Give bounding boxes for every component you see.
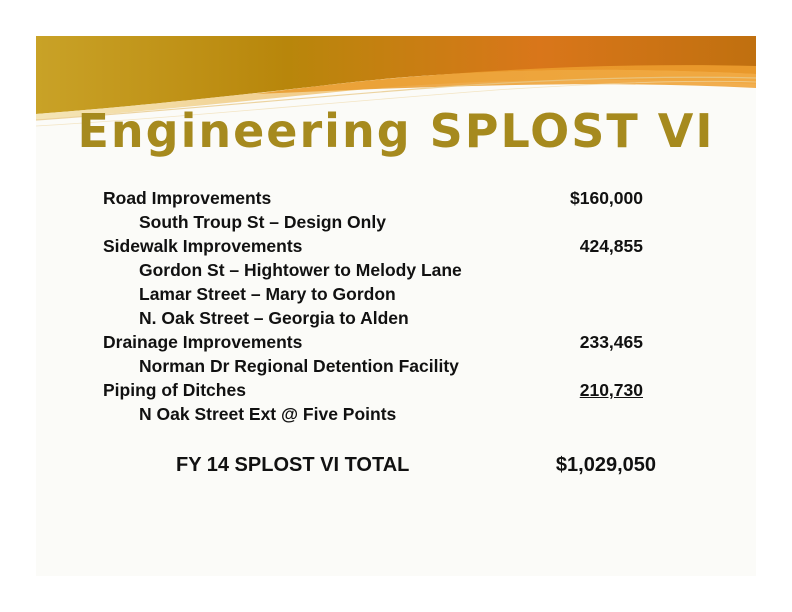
item-label: N Oak Street Ext @ Five Points — [139, 404, 397, 424]
list-item — [103, 282, 643, 306]
list-item — [103, 354, 643, 378]
list-item — [103, 402, 643, 426]
list-item — [103, 186, 643, 210]
list-item — [103, 234, 643, 258]
item-amount: 210,730 — [579, 380, 643, 400]
list-item — [103, 330, 643, 354]
budget-list — [103, 186, 643, 426]
page-title: Engineering SPLOST VI — [77, 104, 715, 158]
item-label: Sidewalk Improvements — [103, 236, 303, 256]
item-label: Piping of Ditches — [103, 380, 246, 400]
slide — [36, 36, 756, 576]
item-label: Road Improvements — [103, 188, 272, 208]
total-row — [176, 450, 656, 480]
item-amount: 424,855 — [579, 236, 643, 256]
item-label: Gordon St – Hightower to Melody Lane — [139, 260, 462, 280]
list-item — [103, 210, 643, 234]
list-item — [103, 258, 643, 282]
item-label: Drainage Improvements — [103, 332, 303, 352]
item-label: Norman Dr Regional Detention Facility — [139, 356, 459, 376]
item-label: N. Oak Street – Georgia to Alden — [139, 308, 409, 328]
item-label: South Troup St – Design Only — [139, 212, 386, 232]
list-item — [103, 378, 643, 402]
item-label: Lamar Street – Mary to Gordon — [139, 284, 396, 304]
total-label: FY 14 SPLOST VI TOTAL — [176, 454, 410, 476]
list-item — [103, 306, 643, 330]
item-amount: 233,465 — [579, 332, 643, 352]
item-amount: $160,000 — [570, 188, 643, 208]
total-amount: $1,029,050 — [555, 454, 656, 476]
